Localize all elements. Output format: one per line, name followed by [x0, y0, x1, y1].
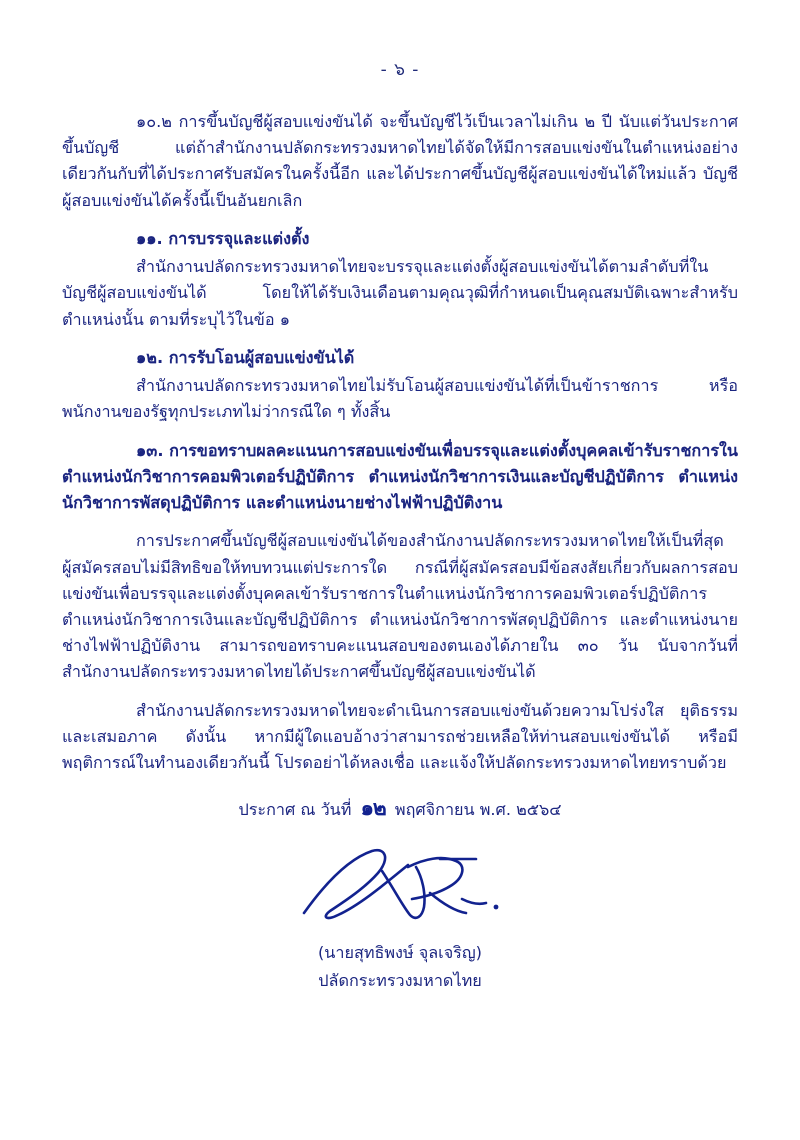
heading-12: [62, 345, 738, 371]
heading-text: ๑๑. การบรรจุและแต่งตั้ง: [136, 228, 310, 248]
announcement-day: ๑๒: [360, 795, 386, 821]
paragraph-text: การประกาศขึ้นบัญชีผู้สอบแข่งขันได้ของสำนักงานปลัดกระทรวงมหาดไทยให้เป็นที่สุด ผู้สมัครสอบไม่มีสิทธิขอให้ทบทวนแต่ประการใด กรณีที่ผู้สมัครสอบมีข้อสงสัยเกี่ยวกับผลการสอบแข่งขันเพื่อบรรจุและแต่งตั้งบุคคลเข้ารับราชการในตำแหน่งนักวิชาการคอมพิวเตอร์ปฏิบัติการ ตำแหน่งนักวิชาการเงินและบัญชีปฏิบัติการ ตำแหน่งนักวิชาการพัสดุปฏิบัติการ และตำแหน่งนายช่างไฟฟ้าปฏิบัติงาน สามารถขอทราบคะแนนสอบของตนเองได้ภายใน ๓๐ วัน นับจากวันที่สำนักงานปลัดกระทรวงมหาดไทยได้ประกาศขึ้นบัญชีผู้สอบแข่งขันได้: [62, 531, 738, 682]
announcement-date-line: [62, 792, 738, 825]
paragraph-text: สำนักงานปลัดกระทรวงมหาดไทยจะบรรจุและแต่งตั้งผู้สอบแข่งขันได้ตามลำดับที่ในบัญชีผู้สอบแข่งขันได้ โดยให้ได้รับเงินเดือนตามคุณวุฒิที่กำหนดเป็นคุณสมบัติเฉพาะสำหรับตำแหน่งนั้น ตามที่ระบุไว้ในข้อ ๑: [62, 257, 738, 329]
signature-area: [62, 841, 738, 937]
signer-position: ปลัดกระทรวงมหาดไทย: [318, 970, 482, 990]
paragraph-text: ๑๐.๒ การขึ้นบัญชีผู้สอบแข่งขันได้ จะขึ้นบัญชีไว้เป็นเวลาไม่เกิน ๒ ปี นับแต่วันประกาศขึ้นบัญชี แต่ถ้าสำนักงานปลัดกระทรวงมหาดไทยได้จัดให้มีการสอบแข่งขันในตำแหน่งอย่างเดียวกันกับที่ได้ประกาศรับสมัครในครั้งนี้อีก และได้ประกาศขึ้นบัญชีผู้สอบแข่งขันได้ใหม่แล้ว บัญชีผู้สอบแข่งขันได้ครั้งนี้เป็นอันยกเลิก: [62, 112, 738, 210]
announcement-prefix: ประกาศ ณ วันที่: [238, 800, 352, 820]
heading-13: [62, 438, 738, 517]
paragraph-11: [62, 254, 738, 333]
paragraph-10-2: [62, 109, 738, 214]
signature-icon: [290, 841, 510, 937]
paragraph-text: สำนักงานปลัดกระทรวงมหาดไทยจะดำเนินการสอบแข่งขันด้วยความโปร่งใส ยุติธรรม และเสมอภาค ดังนั้น หากมีผู้ใดแอบอ้างว่าสามารถช่วยเหลือให้ท่านสอบแข่งขันได้ หรือมีพฤติการณ์ในทำนองเดียวกันนี้ โปรดอย่าได้หลงเชื่อ และแจ้งให้ปลัดกระทรวงมหาดไทยทราบด้วย: [62, 700, 738, 773]
paragraph-13: [62, 528, 738, 685]
signer-name: (นายสุทธิพงษ์ จุลเจริญ): [317, 943, 482, 963]
paragraph-text: สำนักงานปลัดกระทรวงมหาดไทยไม่รับโอนผู้สอบแข่งขันได้ที่เป็นข้าราชการ หรือพนักงานของรัฐทุกประเภทไม่ว่ากรณีใด ๆ ทั้งสิ้น: [62, 376, 738, 422]
paragraph-12: [62, 373, 738, 425]
heading-11: [62, 226, 738, 252]
page-number: - ๖ -: [380, 60, 420, 80]
signer-block: [62, 939, 738, 994]
heading-text: ๑๒. การรับโอนผู้สอบแข่งขันได้: [136, 347, 355, 367]
document-body: [62, 109, 738, 776]
heading-text: ๑๓. การขอทราบผลคะแนนการสอบแข่งขันเพื่อบรรจุและแต่งตั้งบุคคลเข้ารับราชการในตำแหน่งนักวิชาการคอมพิวเตอร์ปฏิบัติการ ตำแหน่งนักวิชาการเงินและบัญชีปฏิบัติการ ตำแหน่งนักวิชาการพัสดุปฏิบัติการ และตำแหน่งนายช่างไฟฟ้าปฏิบัติงาน: [62, 440, 738, 513]
announcement-suffix: พฤศจิกายน พ.ศ. ๒๕๖๔: [394, 800, 562, 820]
paragraph-closing: [62, 698, 738, 777]
